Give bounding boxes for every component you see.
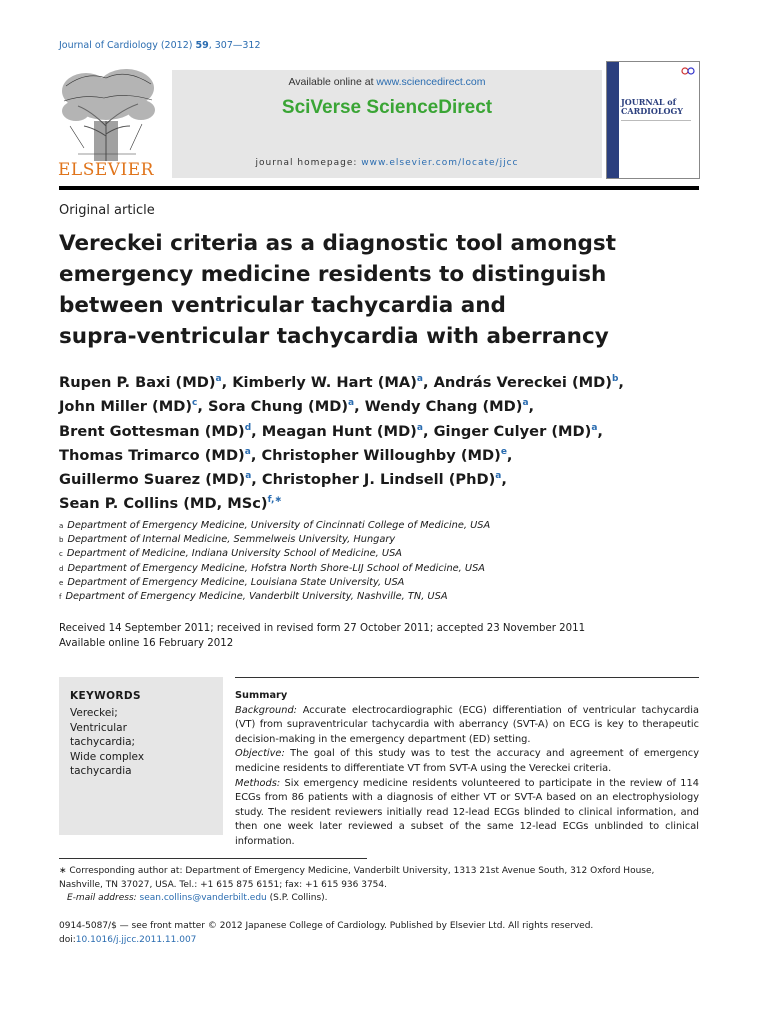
author-name: Ginger Culyer (MD)	[433, 422, 592, 440]
author-line	[59, 393, 699, 417]
journal-volume: 59	[195, 40, 209, 51]
background-text: Accurate electrocardiographic (ECG) differentiation of ventricular tachycardia (VT) from supraventricular tachycardia with aberrancy (SVT-A) on ECG is key to therapeutic decision-making in the emergency department (ED) setting.	[235, 704, 699, 745]
author-affiliation-link[interactable]: a	[348, 398, 355, 409]
cover-emblem-icon	[681, 66, 695, 76]
author-separator: ,	[501, 470, 507, 488]
keyword-item: Wide complex	[70, 750, 145, 763]
affiliation-text: Department of Medicine, Indiana University School of Medicine, USA	[66, 548, 402, 560]
keywords-list	[70, 706, 144, 779]
corresponding-author-text: ∗ Corresponding author at: Department of Emergency Medicine, Vanderbilt University, 1313 21st Avenue South, 312 Oxford House, Nashville, TN 37027, USA. Tel.: +1 615 875 6151; fax: +1 615 936 3754.	[59, 866, 655, 890]
sciencedirect-link[interactable]: www.sciencedirect.com	[376, 76, 486, 88]
author-name: John Miller (MD)	[59, 398, 192, 416]
author-affiliation-link[interactable]: f,∗	[267, 495, 282, 506]
author-line	[59, 418, 699, 442]
affiliation-item	[59, 562, 699, 576]
email-link[interactable]: sean.collins@vanderbilt.edu	[139, 893, 267, 903]
summary-methods	[235, 777, 699, 850]
title-line: emergency medicine residents to distinguish	[59, 262, 607, 287]
affiliation-text: Department of Emergency Medicine, Vanderbilt University, Nashville, TN, USA	[65, 591, 448, 603]
journal-homepage-link[interactable]: www.elsevier.com/locate/jjcc	[361, 158, 519, 168]
author-line	[59, 442, 699, 466]
summary-background	[235, 704, 699, 748]
header-rule	[59, 186, 699, 190]
author-name: Christopher J. Lindsell (PhD)	[261, 470, 496, 488]
title-line: between ventricular tachycardia and	[59, 293, 506, 318]
affiliation-letter: d	[59, 564, 64, 573]
cover-spine	[607, 62, 619, 178]
author-affiliation-link[interactable]: d	[244, 422, 252, 433]
author-affiliation-link[interactable]: c	[192, 398, 198, 409]
received-dates: Received 14 September 2011; received in revised form 27 October 2011; accepted 23 November 2011	[59, 623, 586, 634]
objective-text: The goal of this study was to test the accuracy and agreement of emergency medicine residents to differentiate VT from SVT-A using the Vereckei criteria.	[235, 748, 699, 774]
elsevier-wordmark: ELSEVIER	[58, 160, 154, 180]
copyright-text: 0914-5087/$ — see front matter © 2012 Japanese College of Cardiology. Published by Elsevier Ltd. All rights reserved.	[59, 921, 594, 931]
author-separator: ,	[618, 373, 624, 391]
keyword-item: tachycardia;	[70, 736, 136, 748]
keywords-heading: KEYWORDS	[70, 690, 141, 702]
author-separator: ,	[251, 470, 262, 488]
summary-heading: Summary	[235, 690, 288, 701]
abstract-summary	[235, 689, 699, 850]
affiliation-item	[59, 547, 699, 561]
journal-pages: , 307—312	[208, 40, 261, 51]
sciverse-sciencedirect-brand: SciVerse ScienceDirect	[281, 97, 493, 118]
affiliation-letter: e	[59, 578, 64, 587]
email-suffix: (S.P. Collins).	[266, 893, 328, 903]
author-name: Rupen P. Baxi (MD)	[59, 373, 216, 391]
author-separator: ,	[251, 422, 262, 440]
available-online-date: Available online 16 February 2012	[59, 637, 234, 649]
author-affiliation-link[interactable]: b	[611, 374, 619, 384]
sciencedirect-banner	[172, 70, 602, 178]
methods-text: Six emergency medicine residents volunteered to participate in the review of 114 ECGs from 86 patients with a diagnosis of either VT or SVT-A based on an electrophysiology study. The resident reviewers initially read 12-lead ECGs blinded to clinical information, and then one week later reviewed a subset of the same 12-lead ECGs unblinded to clinical information.	[235, 777, 699, 847]
author-separator: ,	[354, 398, 365, 416]
summary-rule	[235, 677, 699, 678]
affiliation-letter: f	[59, 593, 62, 602]
summary-objective	[235, 747, 699, 776]
email-line	[59, 892, 699, 906]
author-separator: ,	[221, 373, 233, 391]
author-separator: ,	[597, 422, 603, 440]
author-affiliation-link[interactable]: a	[416, 374, 423, 384]
objective-label: Objective:	[235, 748, 285, 760]
article-title	[59, 228, 699, 352]
author-separator: ,	[506, 446, 513, 464]
author-name: Guillermo Suarez (MD)	[59, 470, 246, 488]
article-history	[59, 622, 585, 651]
homepage-prefix: journal homepage:	[255, 158, 362, 168]
keywords-box	[59, 677, 223, 835]
email-label: E-mail address:	[67, 893, 137, 903]
author-name: Wendy Chang (MD)	[364, 398, 523, 416]
cover-title-line1: JOURNAL of	[621, 97, 677, 107]
cover-title-line2: CARDIOLOGY	[621, 106, 684, 116]
author-name: András Vereckei (MD)	[433, 373, 612, 391]
author-affiliation-link[interactable]: a	[416, 422, 423, 433]
keyword-item: Vereckei;	[70, 707, 118, 719]
journal-citation-prefix: Journal of Cardiology (2012)	[59, 40, 196, 51]
author-affiliation-link[interactable]: a	[244, 446, 251, 457]
author-affiliation-link[interactable]: a	[591, 422, 598, 433]
title-line: supra-ventricular tachycardia with aberrancy	[59, 324, 609, 349]
author-list	[59, 369, 699, 515]
author-name: Sora Chung (MD)	[207, 398, 349, 416]
author-affiliation-link[interactable]: a	[245, 471, 252, 482]
doi-line	[59, 934, 699, 948]
affiliation-letter: a	[59, 522, 64, 530]
available-online-line	[172, 76, 602, 88]
author-line	[59, 466, 699, 490]
journal-cover-thumbnail	[606, 61, 700, 179]
author-separator: ,	[422, 373, 434, 391]
author-affiliation-link[interactable]: e	[500, 446, 507, 457]
keyword-item: tachycardia	[70, 765, 132, 777]
author-name: Sean P. Collins (MD, MSc)	[59, 495, 268, 513]
affiliation-text: Department of Internal Medicine, Semmelweis University, Hungary	[67, 534, 396, 546]
author-affiliation-link[interactable]: a	[495, 471, 502, 482]
affiliation-text: Department of Emergency Medicine, University of Cincinnati College of Medicine, USA	[67, 520, 491, 531]
author-separator: ,	[528, 398, 535, 416]
author-separator: ,	[197, 398, 208, 416]
available-online-prefix: Available online at	[288, 76, 377, 88]
affiliation-item	[59, 519, 699, 533]
affiliation-item	[59, 533, 699, 547]
methods-label: Methods:	[235, 777, 281, 789]
doi-link[interactable]: 10.1016/j.jjcc.2011.11.007	[75, 934, 197, 945]
affiliation-text: Department of Emergency Medicine, Hofstra North Shore-LIJ School of Medicine, USA	[67, 562, 486, 574]
cover-rule	[621, 120, 691, 121]
footnote-rule	[59, 858, 367, 859]
author-affiliation-link[interactable]: a	[522, 398, 529, 409]
author-name: Meagan Hunt (MD)	[261, 422, 417, 440]
author-name: Brent Gottesman (MD)	[59, 422, 245, 440]
author-affiliation-link[interactable]: a	[215, 374, 222, 384]
cover-title	[621, 98, 683, 116]
copyright-block	[59, 920, 699, 947]
journal-citation[interactable]	[59, 40, 261, 51]
affiliation-letter: c	[59, 550, 63, 559]
author-separator: ,	[422, 422, 434, 440]
author-name: Christopher Willoughby (MD)	[261, 446, 501, 464]
affiliation-item	[59, 590, 699, 604]
doi-prefix: doi:	[59, 934, 76, 945]
corresponding-author-footnote	[59, 865, 699, 906]
author-name: Thomas Trimarco (MD)	[59, 446, 245, 464]
keyword-item: Ventricular	[70, 721, 127, 734]
author-line	[59, 369, 699, 393]
journal-homepage-line	[172, 158, 602, 168]
author-separator: ,	[250, 446, 262, 464]
affiliation-letter: b	[59, 536, 64, 545]
affiliation-item	[59, 576, 699, 590]
title-line: Vereckei criteria as a diagnostic tool amongst	[59, 231, 616, 256]
background-label: Background:	[235, 704, 297, 716]
affiliation-list	[59, 519, 699, 604]
affiliation-text: Department of Emergency Medicine, Louisiana State University, USA	[67, 576, 405, 588]
author-line	[59, 490, 699, 514]
article-type: Original article	[59, 203, 155, 218]
author-name: Kimberly W. Hart (MA)	[232, 373, 417, 391]
